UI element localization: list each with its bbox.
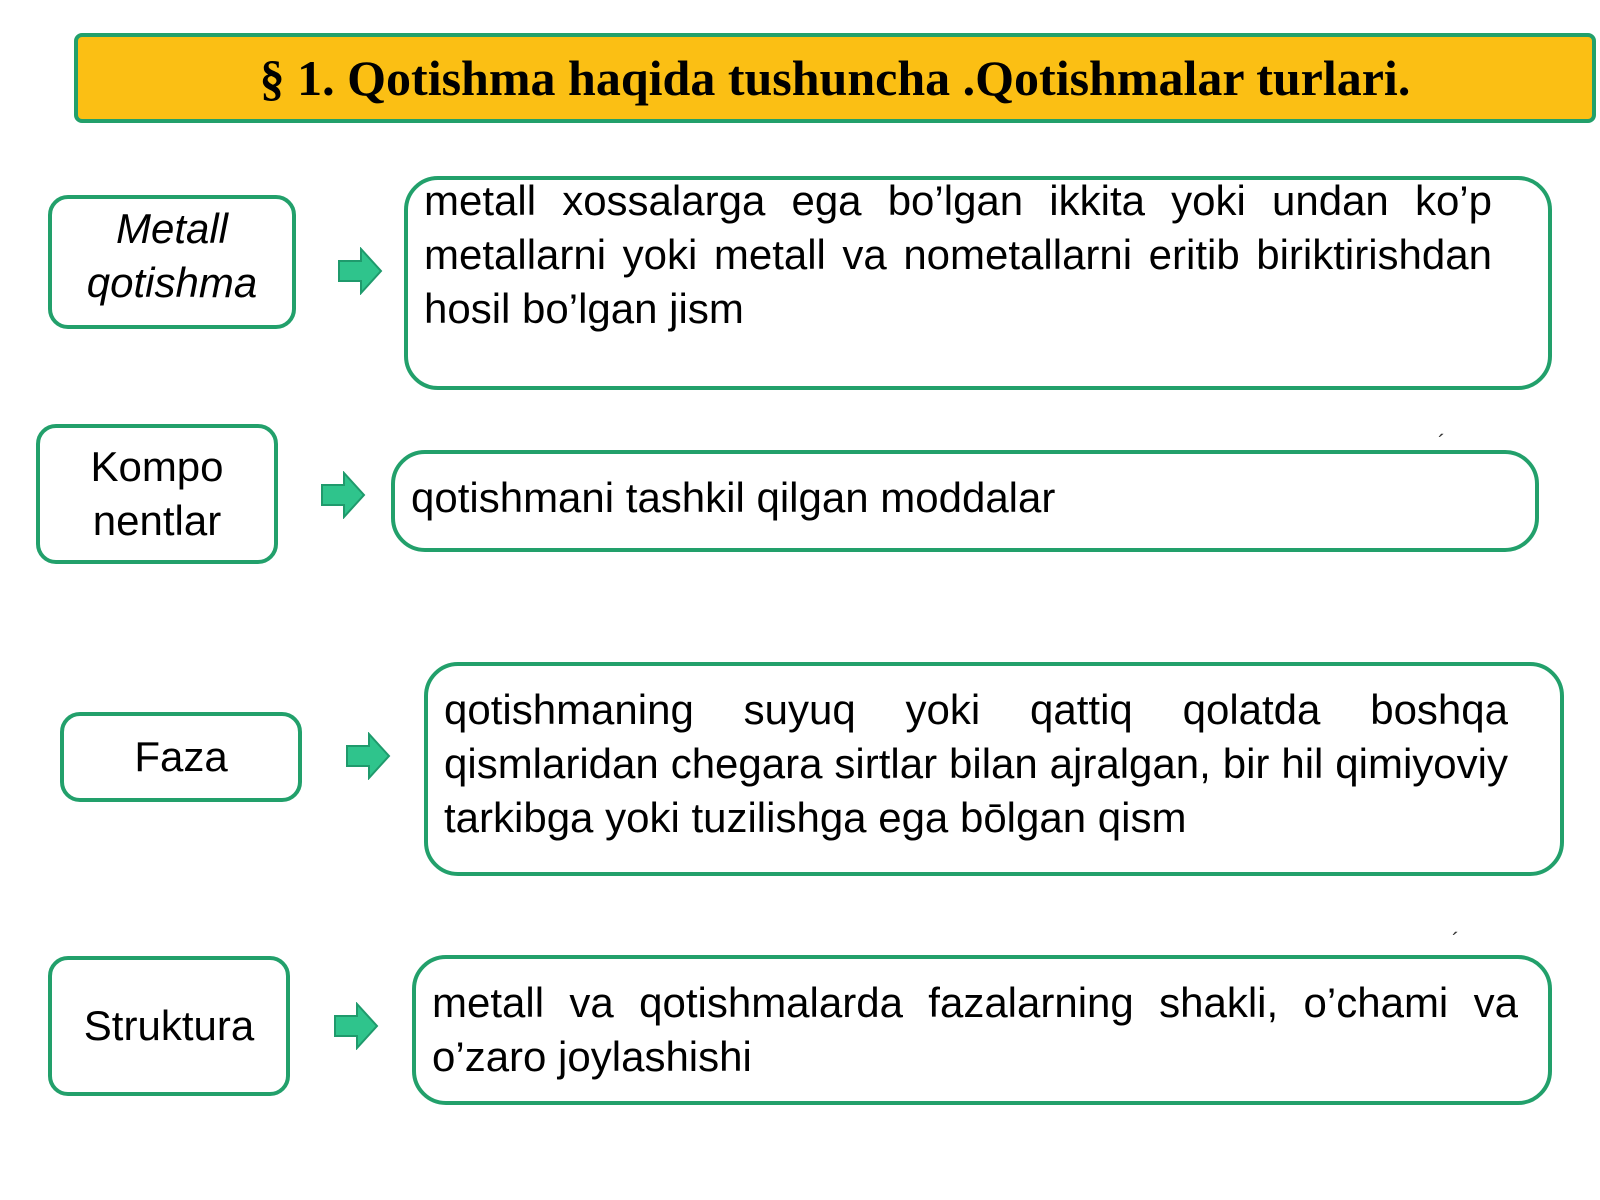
term-box-komponentlar <box>36 424 278 564</box>
right-arrow-icon <box>320 471 366 519</box>
definition-text: metall va qotishmalarda fazalarning shakli, o’chami va o’zaro joylashishi <box>432 979 1518 1080</box>
definition-box-komponentlar <box>391 450 1539 552</box>
title-banner <box>74 33 1596 123</box>
term-label: Kompo nentlar <box>90 443 224 544</box>
definition-box-struktura <box>412 955 1552 1105</box>
stray-mark: ´ <box>1438 430 1446 455</box>
right-arrow-icon <box>345 732 391 780</box>
right-arrow-icon <box>337 247 383 295</box>
definition-box-faza <box>424 662 1564 876</box>
term-box-faza <box>60 712 302 802</box>
term-label: Faza <box>134 733 228 780</box>
definition-text: qotishmaning suyuq yoki qattiq qolatda boshqa qismlaridan chegara sirtlar bilan ajralgan, bir hil qimiyoviy tarkibga yoki tuzilishga ega bōlgan qism <box>444 686 1508 841</box>
term-label: Struktura <box>83 1002 255 1049</box>
definition-text: metall xossalarga ega bo’lgan ikkita yoki undan ko’p metallarni yoki metall va nometallarni eritib biriktirishdan hosil bo’lgan jism <box>424 177 1492 332</box>
definition-box-metall-qotishma <box>404 176 1552 390</box>
term-box-metall-qotishma <box>48 195 296 329</box>
term-box-struktura <box>48 956 290 1096</box>
stray-mark: ´ <box>1452 928 1460 953</box>
page-title: § 1. Qotishma haqida tushuncha .Qotishmalar turlari. <box>259 50 1411 106</box>
definition-text: qotishmani tashkil qilgan moddalar <box>411 474 1056 521</box>
right-arrow-icon <box>333 1002 379 1050</box>
term-label: Metall qotishma <box>86 205 258 306</box>
